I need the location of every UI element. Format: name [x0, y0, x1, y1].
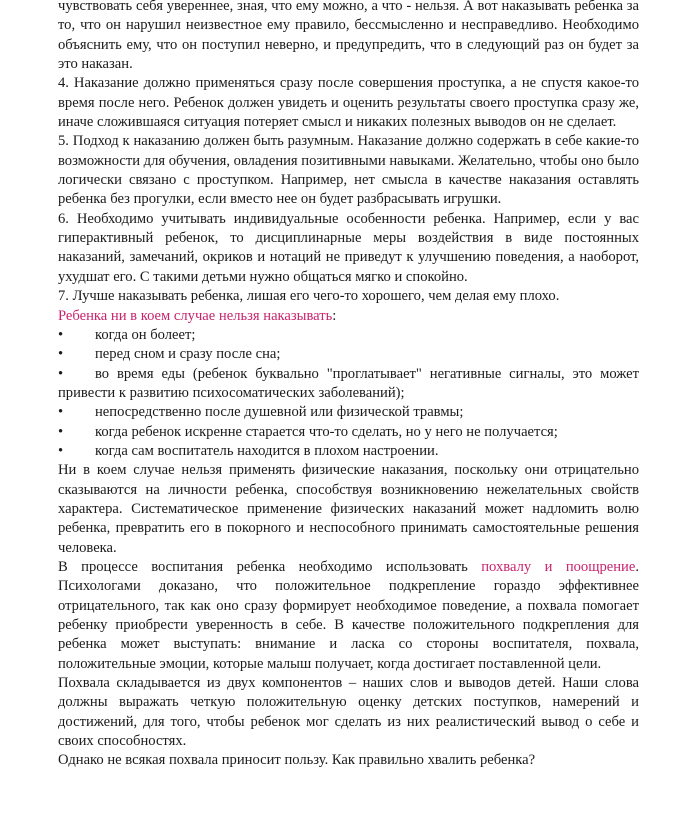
list-item-text: когда он болеет; [95, 326, 196, 343]
list-item [58, 442, 639, 461]
list-item [58, 423, 639, 442]
list-item-text: перед сном и сразу после сна; [95, 346, 281, 363]
paragraph-praise-components: Похвала складывается из двух компонентов – наших слов и выводов детей. Наши слова должны выражать четкую положительную оценку детских поступков, намерений и достижений, для того, чтобы ребенок мог сделать из них реалистический вывод о себе и своих способностях. [58, 675, 639, 750]
paragraph-intro-continuation: чувствовать себя увереннее, зная, что ему можно, а что - нельзя. А вот наказывать ребенка за то, что он нарушил неизвестное ему правило, бессмысленно и несправедливо. Необходимо объяснить ему, что он поступил неверно, и предупредить, что в следующий раз он будет за это наказан. [58, 0, 639, 73]
list-item [58, 403, 639, 422]
paragraph-praise [58, 558, 639, 674]
list-item [58, 345, 639, 364]
list-item-text: непосредственно после душевной или физической травмы; [95, 404, 464, 421]
paragraph-praise-prefix: В процессе воспитания ребенка необходимо использовать [58, 558, 482, 575]
paragraph-physical-punishment: Ни в коем случае нельзя применять физические наказания, поскольку они отрицательно сказываются на личности ребенка, способствуя возникновению нежелательных свойств характера. Систематическое применение физических наказаний может надломить волю ребенка, превратить его в покорного и неспособного принимать самостоятельные решения человека. [58, 462, 639, 556]
bullet-icon: • [58, 404, 64, 421]
list-item-text: во время еды (ребенок буквально "проглатывает" негативные сигналы, это может привести к развитию психосоматических заболеваний); [58, 365, 639, 401]
bullet-icon: • [58, 365, 64, 382]
list-item [58, 326, 639, 345]
bullet-icon: • [58, 442, 64, 459]
never-punish-heading-accent: Ребенка ни в коем случае нельзя наказывать [58, 307, 333, 324]
paragraph-rule-6: 6. Необходимо учитывать индивидуальные особенности ребенка. Например, если у вас гиперактивный ребенок, то дисциплинарные меры воздействия в виде постоянных наказаний, замечаний, окриков и нотаций не приведут к улучшению поведения, а наоборот, ухудшат его. С такими детьми нужно общаться мягко и спокойно. [58, 210, 639, 285]
bullet-icon: • [58, 326, 64, 343]
paragraph-rule-7: 7. Лучше наказывать ребенка, лишая его чего-то хорошего, чем делая ему плохо. [58, 288, 560, 305]
paragraph-rule-4: 4. Наказание должно применяться сразу после совершения проступка, а не спустя какое-то время после него. Ребенок должен увидеть и оценить результаты своего проступка сразу же, иначе сложившаяся ситуация потеряет смысл и никаких полезных выводов он не сделает. [58, 75, 639, 131]
bullet-icon: • [58, 423, 64, 440]
paragraph-praise-accent: похвалу и поощрение [481, 558, 636, 575]
never-punish-list [58, 326, 639, 461]
paragraph-closing-question: Однако не всякая похвала приносит пользу. Как правильно хвалить ребенка? [58, 752, 536, 769]
paragraph-praise-suffix: . Психологами доказано, что положительное подкрепление гораздо эффективнее отрицательного, так как оно сразу формирует необходимое поведение, а похвала помогает ребенку приобрести уверенность в себе. В качестве положительного подкрепления для ребенка может выступать: внимание и ласка со стороны воспитателя, похвала, положительные эмоции, которые малыш получает, когда достигает поставленной цели. [58, 558, 639, 672]
never-punish-heading-colon: : [332, 307, 337, 324]
never-punish-heading [58, 307, 639, 326]
list-item-text: когда сам воспитатель находится в плохом настроении. [95, 442, 439, 459]
list-item [58, 365, 639, 404]
list-item-text: когда ребенок искренне старается что-то сделать, но у него не получается; [95, 423, 558, 440]
document-page [58, 0, 639, 771]
bullet-icon: • [58, 346, 64, 363]
paragraph-rule-5: 5. Подход к наказанию должен быть разумным. Наказание должно содержать в себе какие-то возможности для обучения, овладения позитивными навыками. Желательно, чтобы оно было логически связано с проступком. Например, нет смысла в качестве наказания оставлять ребенка без прогулки, если вместо нее он будет разбрасывать игрушки. [58, 133, 639, 208]
